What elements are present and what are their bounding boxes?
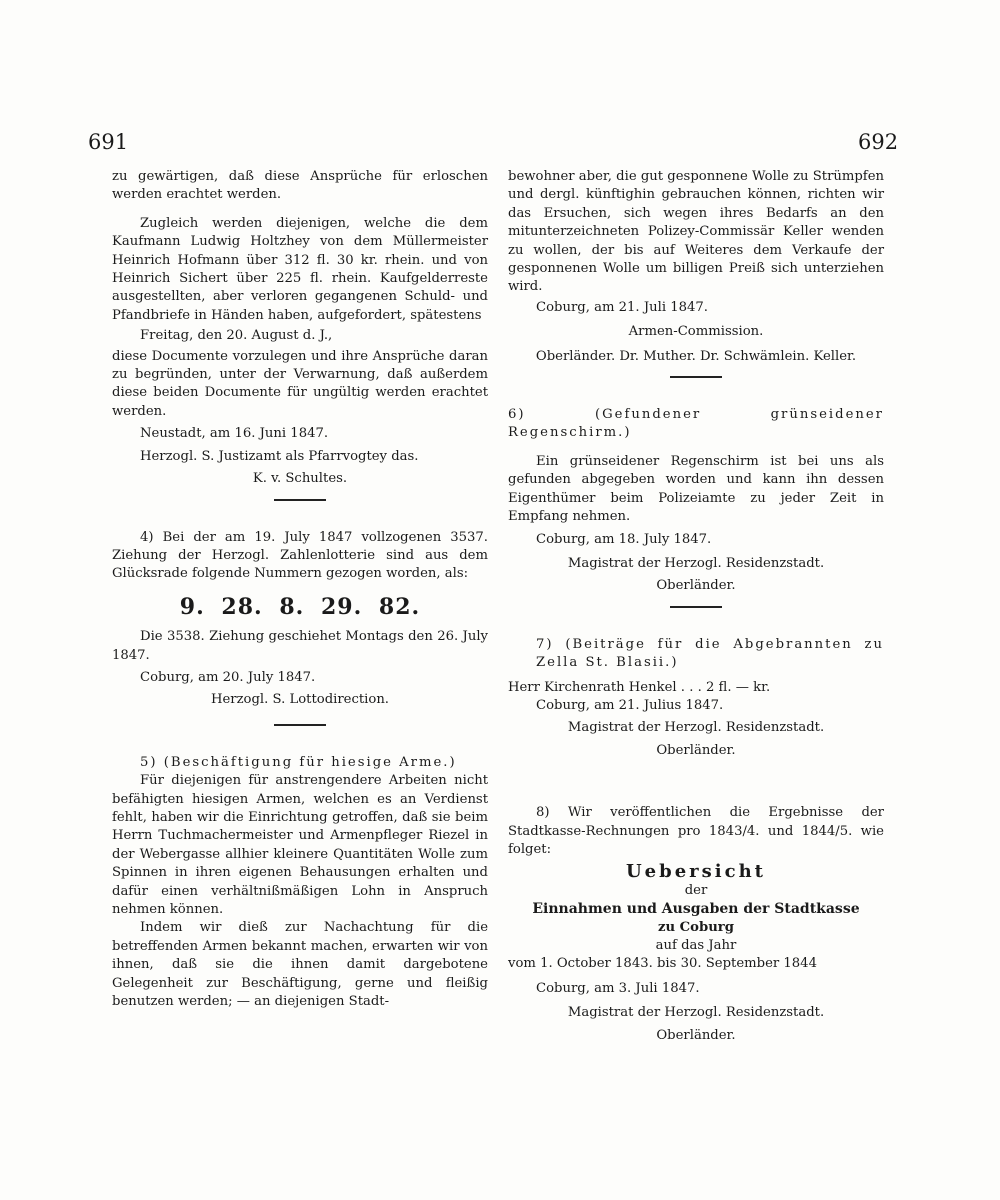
- authority-5: Magistrat der Herzogl. Residenzstadt.: [567, 720, 825, 736]
- place-date-1: Neustadt, am 16. Juni 1847.: [140, 426, 329, 442]
- authority-3: Armen-Commission.: [628, 324, 764, 340]
- separator-rule: [274, 499, 326, 501]
- separator-rule: [670, 606, 722, 608]
- place-date-3: Coburg, am 21. Juli 1847.: [536, 299, 708, 315]
- separator-rule: [670, 376, 722, 378]
- next-draw-notice: Die 3538. Ziehung geschiehet Montags den 26. July 1847.: [112, 629, 488, 663]
- signatures-3: Oberländer. Dr. Muther. Dr. Schwämlein. Keller.: [535, 348, 857, 364]
- separator-rule: [274, 724, 326, 726]
- item8-paragraph: 8) Wir veröffentlichen die Ergebnisse der Stadtkasse-Rechnungen pro 1843/4. und 1844/5. wie folget:: [508, 805, 884, 857]
- left-paragraph-2: Zugleich werden diejenigen, welche die dem Kaufmann Ludwig Holtzhey von dem Müllermeister Heinrich Hofmann über 312 fl. 30 kr. rhein. und von Heinrich Sichert über 225 fl. rhein. Kaufgelderreste ausgestellten, aber verloren gegangenen Schuld- und Pfandbriefe in Händen haben, aufgefordert, spätestens: [112, 215, 488, 323]
- place-date-2: Coburg, am 20. July 1847.: [140, 669, 316, 685]
- authority-2: Herzogl. S. Lottodirection.: [210, 692, 390, 708]
- overview-der: der: [684, 882, 708, 898]
- signature-6: Oberländer.: [656, 1027, 736, 1043]
- item5-title: 5) (Beschäftigung für hiesige Arme.): [140, 754, 457, 770]
- item7-title: 7) (Beiträge für die Abgebrannten zu Zella St. Blasii.): [536, 636, 884, 671]
- left-paragraph-1: zu gewärtigen, daß diese Ansprüche für erloschen werden erachtet werden.: [112, 169, 488, 203]
- signature-4: Oberländer.: [656, 578, 736, 594]
- place-date-6: Coburg, am 3. Juli 1847.: [536, 980, 700, 996]
- lottery-notice: 4) Bei der am 19. July 1847 vollzogenen 3537. Ziehung der Herzogl. Zahlenlotterie sind aus dem Glücksrade folgende Nummern gezogen worden, als:: [112, 529, 488, 582]
- left-column: [112, 168, 488, 1011]
- right-paragraph-1: bewohner aber, die gut gesponnene Wolle zu Strümpfen und dergl. künftighin gebrauchen können, richten wir das Ersuchen, sich wegen ihres Bedarfs an den mitunterzeichneten Polizey-Commissär Keller wenden zu wollen, der bis auf Weiteres dem Verkaufe der gesponnenen Wolle um billigen Preiß sich unterziehen wird.: [508, 169, 884, 295]
- right-column: [508, 168, 884, 1045]
- left-page-number: 691: [88, 130, 129, 154]
- signature-5: Oberländer.: [656, 742, 736, 758]
- left-paragraph-3: diese Documente vorzulegen und ihre Ansprüche daran zu begründen, unter der Verwarnung, daß außerdem diese beiden Documente für ungültig werden erachtet werden.: [112, 348, 488, 419]
- overview-title: Uebersicht: [625, 861, 766, 883]
- place-date-5: Coburg, am 21. Julius 1847.: [536, 697, 724, 713]
- item6-title: 6) (Gefundener grünseidener Regenschirm.): [508, 407, 884, 441]
- overview-main: Einnahmen und Ausgaben der Stadtkasse: [532, 901, 860, 918]
- donation-line: Herr Kirchenrath Henkel . . . 2 fl. — kr.: [508, 679, 771, 695]
- overview-period: vom 1. October 1843. bis 30. September 1844: [508, 956, 817, 972]
- deadline-date: Freitag, den 20. August d. J.,: [140, 328, 333, 344]
- authority-4: Magistrat der Herzogl. Residenzstadt.: [567, 555, 825, 571]
- authority-1: Herzogl. S. Justizamt als Pfarrvogtey das.: [140, 448, 419, 464]
- authority-6: Magistrat der Herzogl. Residenzstadt.: [567, 1005, 825, 1021]
- item5-paragraph-2: Indem wir dieß zur Nachachtung für die betreffenden Armen bekannt machen, erwarten wir von ihnen, daß sie die ihnen damit dargebotene Gelegenheit zur Beschäftigung, gerne und fleißig benutzen werden; — an diejenigen Stadt-: [112, 920, 488, 1010]
- right-page-number: 692: [858, 130, 899, 154]
- overview-zu: zu Coburg: [658, 919, 734, 935]
- signature-1: K. v. Schultes.: [252, 471, 348, 487]
- overview-auf: auf das Jahr: [655, 938, 737, 953]
- item5-paragraph-1: Für diejenigen für anstrengendere Arbeiten nicht befähigten hiesigen Armen, welchen es an Verdienst fehlt, haben wir die Einrichtung getroffen, daß sie beim Herrn Tuchmachermeister und Armenpfleger Riezel in der Webergasse allhier kleinere Quantitäten Wolle zum Spinnen in ihren eigenen Behausungen erhalten und dafür einen verhältnißmäßigen Lohn in Anspruch nehmen können.: [112, 773, 488, 917]
- lottery-numbers: 9. 28. 8. 29. 82.: [179, 593, 421, 620]
- place-date-4: Coburg, am 18. July 1847.: [536, 531, 712, 547]
- item6-paragraph: Ein grünseidener Regenschirm ist bei uns als gefunden abgegeben worden und kann ihn dessen Eigenthümer beim Polizeiamte zu jeder Zeit in Empfang nehmen.: [508, 453, 884, 525]
